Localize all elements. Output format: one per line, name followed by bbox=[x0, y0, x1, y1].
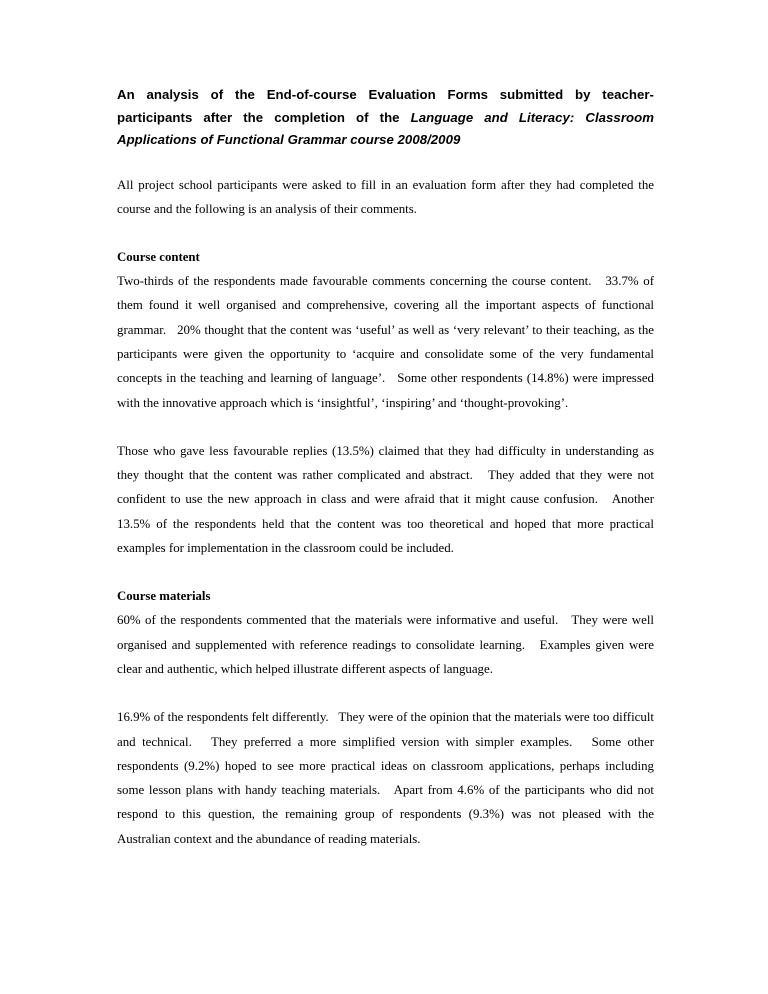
section-heading-course-materials: Course materials bbox=[117, 589, 211, 604]
title-text-italic: Language and Literacy: Classroom Applications of Functional Grammar course 2008/2009 bbox=[117, 109, 654, 147]
section-1-paragraph-2: Those who gave less favourable replies (13.5%) claimed that they had difficulty in understanding as they thought that the content was rather complicated and abstract. They added that they were not confident to use the new approach in class and were afraid that it might cause confusion. Another 13.5% of the respondents held that the content was too theoretical and hoped that more practical examples for implementation in the classroom could be included. bbox=[117, 443, 658, 556]
spacer-after-title bbox=[117, 152, 654, 173]
document-body bbox=[117, 84, 658, 851]
spacer-section-1-para-gap bbox=[117, 415, 654, 439]
section-2-paragraph-2: 16.9% of the respondents felt differently. They were of the opinion that the materials were too difficult and technical. They preferred a more simplified version with simpler examples. Some other respondents (9.2%) hoped to see more practical ideas on classroom applications, perhaps including some lesson plans with handy teaching materials. Apart from 4.6% of the participants who did not respond to this question, the remaining group of respondents (9.3%) was not pleased with the Australian context and the abundance of reading materials. bbox=[117, 710, 658, 846]
spacer-before-section-1 bbox=[117, 221, 654, 245]
spacer-before-section-2 bbox=[117, 560, 654, 584]
title-text-roman: An analysis of the End-of-course Evaluation Forms submitted by teacher-participants after the completion of the bbox=[117, 87, 654, 125]
section-1-paragraph-1: Two-thirds of the respondents made favourable comments concerning the course content. 33.7% of them found it well organised and comprehensive, covering all the important aspects of functional grammar. 20% thought that the content was ‘useful’ as well as ‘very relevant’ to their teaching, as the participants were given the opportunity to ‘acquire and consolidate some of the very fundamental concepts in the teaching and learning of language’. Some other respondents (14.8%) were impressed with the innovative approach which is ‘insightful’, ‘inspiring’ and ‘thought-provoking’. bbox=[117, 274, 658, 410]
section-heading-course-content: Course content bbox=[117, 250, 200, 265]
document-title bbox=[117, 84, 654, 152]
spacer-section-2-para-gap bbox=[117, 681, 654, 705]
section-2-paragraph-1: 60% of the respondents commented that the materials were informative and useful. They were well organised and supplemented with reference readings to consolidate learning. Examples given were clear and authentic, which helped illustrate different aspects of language. bbox=[117, 613, 658, 676]
intro-paragraph: All project school participants were asked to fill in an evaluation form after they had completed the course and the following is an analysis of their comments. bbox=[117, 177, 658, 216]
